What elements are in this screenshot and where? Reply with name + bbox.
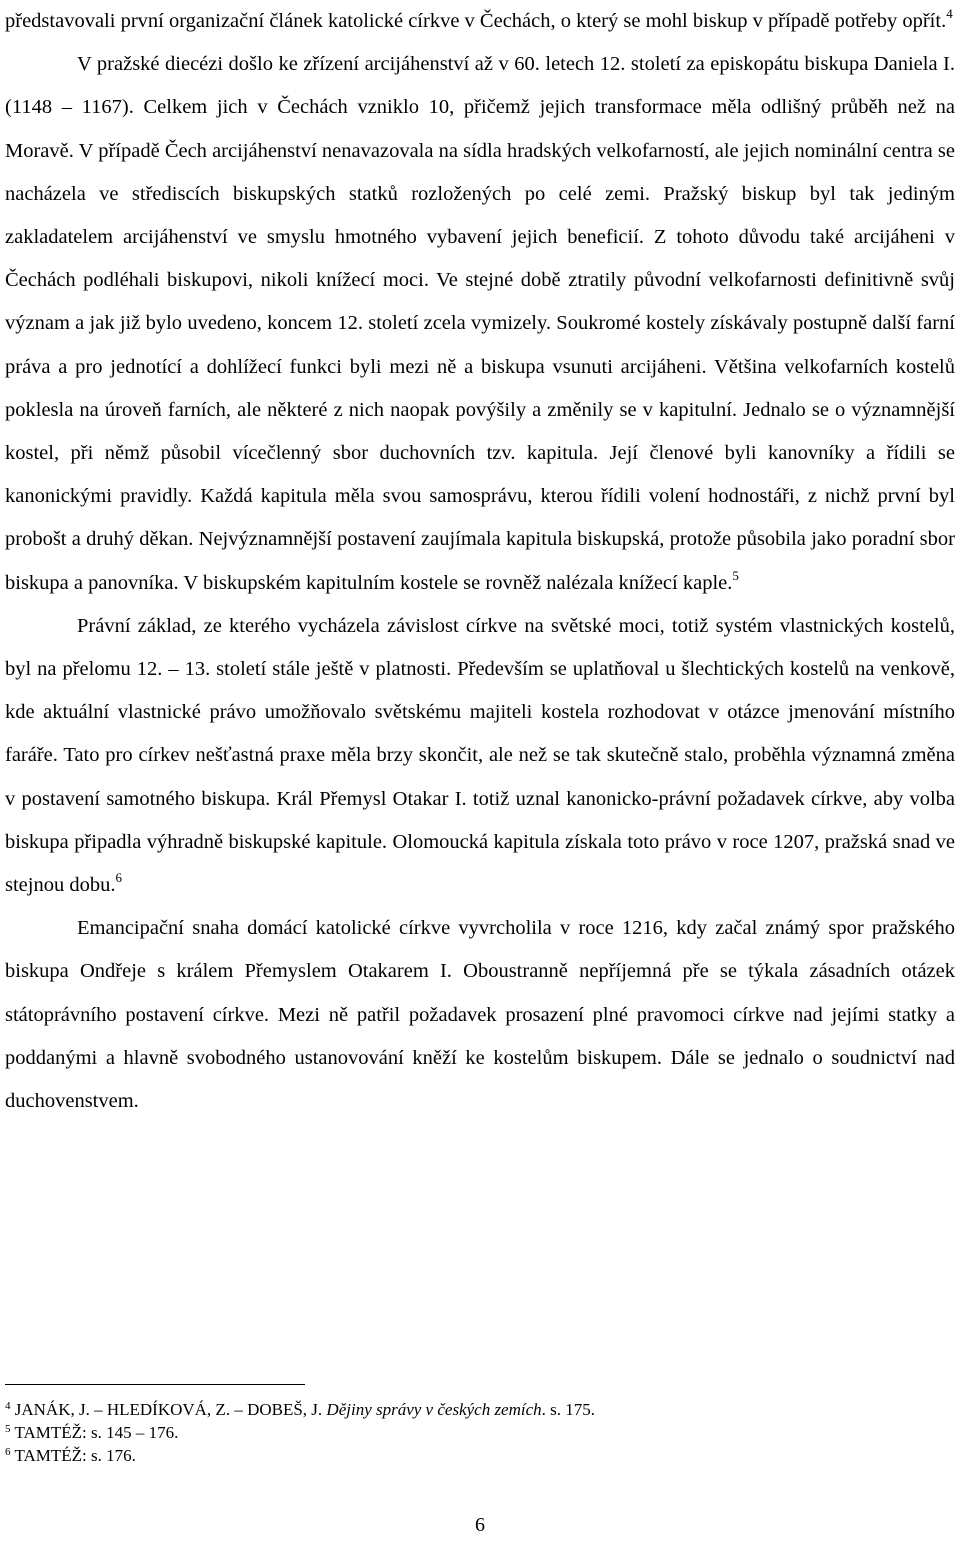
- footnote-separator: [5, 1384, 305, 1385]
- footnote-text-end: . s. 175.: [541, 1400, 596, 1419]
- paragraph-text: V pražské diecézi došlo ke zřízení arcijáhenství až v 60. letech 12. století za episkopátu biskupa Daniela I. (1148 – 1167). Celkem jich v Čechách vzniklo 10, přičemž jejich transformace měla odlišný průběh než na Moravě. V případě Čech arcijáhenství nenavazovala na sídla hradských velkofarností, ale jejich nominální centra se nacházela ve střediscích biskupských statků rozložených po celé zemi. Pražský biskup byl tak jediným zakladatelem arcijáhenství ve smyslu hmotného vybavení jejich beneficií. Z tohoto důvodu také arcijáheni v Čechách podléhali biskupovi, nikoli knížecí moci. Ve stejné době ztratily původní velkofarnosti definitivně svůj význam a jak již bylo uvedeno, koncem 12. století zcela vymizely. Soukromé kostely získávaly postupně další farní práva a pro jednotící a dohlížecí funkci byli mezi ně a biskupa vsunuti arcijáheni. Většina velkofarních kostelů poklesla na úroveň farních, ale některé z nich naopak povýšily a změnily se v kapitulní. Jednalo se o významnější kostel, při němž působil vícečlenný sbor duchovních tzv. kapitula. Její členové byli kanovníky a řídili se kanonickými pravidly. Každá kapitula měla svou samosprávu, kterou řídili volení hodnostáři, z nichž první byl probošt a druhý děkan. Nejvýznamnější postavení zaujímala kapitula biskupská, protože působila jako poradní sbor biskupa a panovníka. V biskupském kapitulním kostele se rovněž nalézala knížecí kaple.: [5, 53, 955, 594]
- paragraph-text: Emancipační snaha domácí katolické církve vyvrcholila v roce 1216, kdy začal známý spor pražského biskupa Ondřeje s králem Přemyslem Otakarem I. Oboustranně nepříjemná pře se týkala zásadních otázek státoprávního postavení církve. Mezi ně patřil požadavek prosazení plné pravomoci církve nad jejími statky a poddanými a hlavně svobodného ustanovování kněží ke kostelům biskupem. Dále se jednalo o soudnictví nad duchovenstvem.: [5, 917, 955, 1113]
- footnote-title: Dějiny správy v českých zemích: [326, 1400, 542, 1419]
- footnote-text: TAMTÉŽ: s. 145 – 176.: [14, 1423, 179, 1442]
- paragraph-text: představovali první organizační článek katolické církve v Čechách, o který se mohl biskup v případě potřeby opřít.: [5, 10, 947, 32]
- footnote-number: 4: [5, 1400, 11, 1412]
- footnote-4: [5, 1398, 955, 1421]
- footnote-ref: 6: [115, 870, 122, 886]
- footnote-ref: 4: [946, 6, 953, 21]
- paragraph-4: [5, 907, 955, 1123]
- footnote-text: JANÁK, J. – HLEDÍKOVÁ, Z. – DOBEŠ, J.: [14, 1400, 327, 1419]
- page-number: 6: [475, 1514, 485, 1536]
- footnote-number: 5: [5, 1423, 11, 1435]
- footnote-5: [5, 1421, 955, 1444]
- paragraph-1: [5, 0, 955, 43]
- footnote-ref: 5: [732, 567, 739, 583]
- paragraph-2: [5, 43, 955, 605]
- paragraph-text: Právní základ, ze kterého vycházela závislost církve na světské moci, totiž systém vlastnických kostelů, byl na přelomu 12. – 13. století stále ještě v platnosti. Především se uplatňoval u šlechtických kostelů na venkově, kde aktuální vlastnické právo umožňovalo světskému majiteli kostela rozhodovat v otázce jmenování místního faráře. Tato pro církev nešťastná praxe měla brzy skončit, ale než se tak skutečně stalo, proběhla významná změna v postavení samotného biskupa. Král Přemysl Otakar I. totiž uznal kanonicko-právní požadavek církve, aby volba biskupa připadla výhradně biskupské kapitule. Olomoucká kapitula získala toto právo v roce 1207, pražská snad ve stejnou dobu.: [5, 614, 955, 897]
- paragraph-3: [5, 605, 955, 907]
- footnotes: [5, 1398, 955, 1467]
- footnote-number: 6: [5, 1446, 11, 1458]
- footnote-text: TAMTÉŽ: s. 176.: [14, 1446, 136, 1465]
- body-text: [5, 0, 955, 1123]
- footnote-6: [5, 1444, 955, 1467]
